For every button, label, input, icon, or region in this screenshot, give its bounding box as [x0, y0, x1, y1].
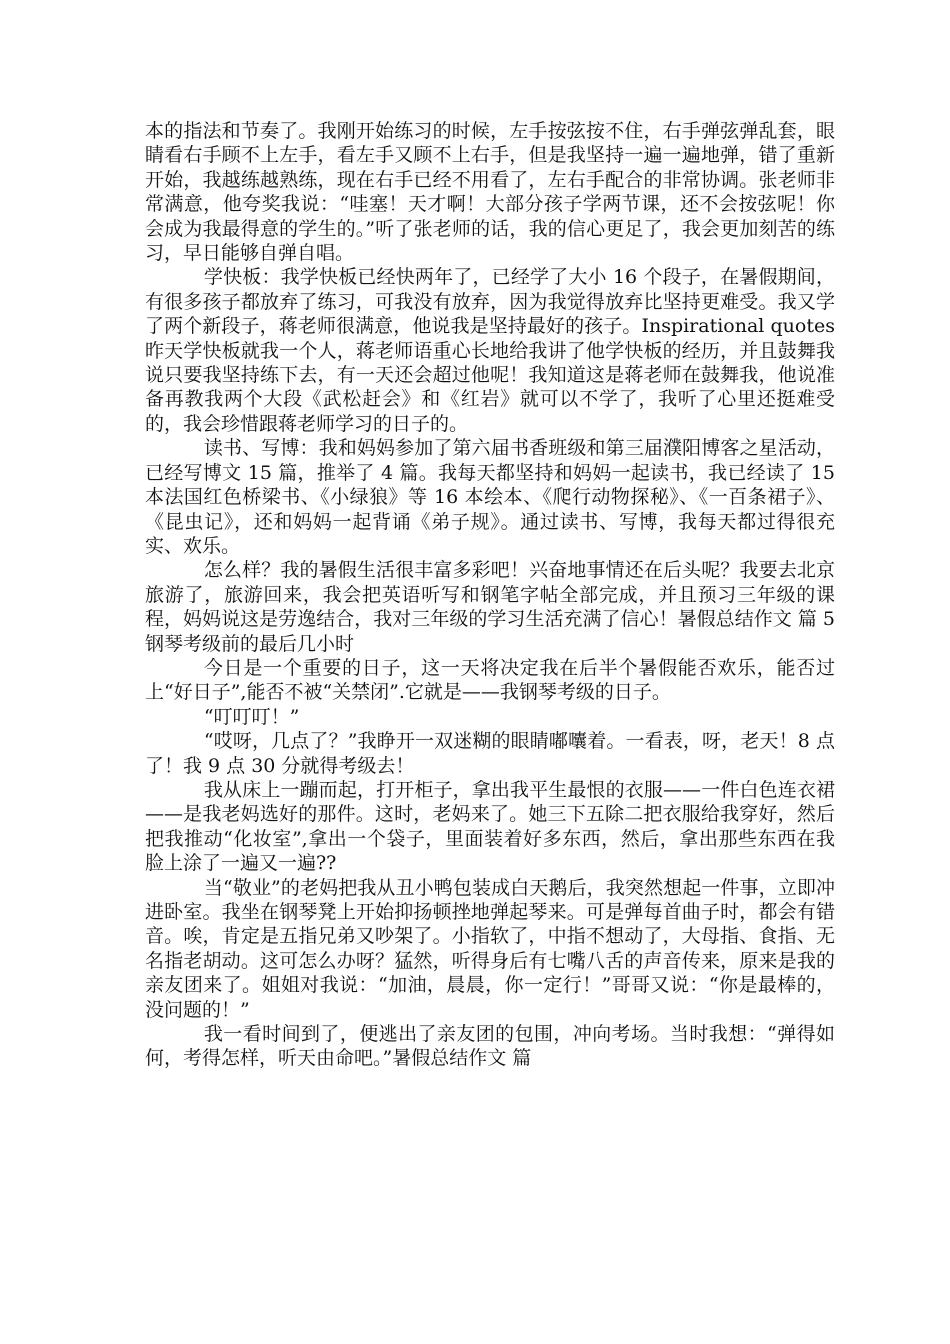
document-body	[145, 119, 835, 1071]
paragraph-reading-blogging: 读书、写博：我和妈妈参加了第六届书香班级和第三届濮阳博客之星活动，已经写博文 15 篇，推举了 4 篇。我每天都坚持和妈妈一起读书，我已经读了 15 本法国红色桥梁书、《小绿狼》等 16 本绘本、《爬行动物探秘》、《一百条裙子》、《昆虫记》，还和妈妈一起背诵《弟子规》。通过读书、写博，我每天都过得很充实、欢乐。	[145, 437, 835, 557]
paragraph-kuaiban: 学快板：我学快板已经快两年了，已经学了大小 16 个段子，在暑假期间，有很多孩子都放弃了练习，可我没有放弃，因为我觉得放弃比坚持更难受。我又学了两个新段子，蒋老师很满意，他说我是坚持最好的孩子。Inspirational quotes 昨天学快板就我一个人，蒋老师语重心长地给我讲了他学快板的经历，并且鼓舞我说只要我坚持练下去，有一天还会超过他呢！我知道这是蒋老师在鼓舞我，他说准备再教我两个大段《武松赶会》和《红岩》就可以不学了，我听了心里还挺难受的，我会珍惜跟蒋老师学习的日子的。	[145, 266, 835, 435]
paragraph-exam-day: 今日是一个重要的日子，这一天将决定我在后半个暑假能否欢乐，能否过上“好日子”,能否不被“关禁闭”.它就是——我钢琴考级的日子。	[145, 656, 835, 704]
paragraph-summer-summary: 怎么样？我的暑假生活很丰富多彩吧！兴奋地事情还在后头呢？我要去北京旅游了，旅游回来，我会把英语听写和钢笔字帖全部完成，并且预习三年级的课程，妈妈说这是劳逸结合，我对三年级的学习生活充满了信心！暑假总结作文 篇 5 钢琴考级前的最后几小时	[145, 559, 835, 655]
paragraph-guitar: 本的指法和节奏了。我刚开始练习的时候，左手按弦按不住，右手弹弦弹乱套，眼睛看右手顾不上左手，看左手又顾不上右手，但是我坚持一遍一遍地弹，错了重新开始，我越练越熟练，现在右手已经不用看了，左右手配合的非常协调。张老师非常满意，他夸奖我说：“哇塞！天才啊！大部分孩子学两节课，还不会按弦呢！你会成为我最得意的学生的。”听了张老师的话，我的信心更足了，我会更加刻苦的练习，早日能够自弹自唱。	[145, 120, 835, 265]
paragraph-wake-up: “哎呀，几点了？”我睁开一双迷糊的眼睛嘟囔着。一看表，呀，老天！8 点了！我 9 点 30 分就得考级去！	[145, 730, 835, 777]
paragraph-dress: 我从床上一蹦而起，打开柜子，拿出我平生最恨的衣服——一件白色连衣裙——是我老妈选好的那件。这时，老妈来了。她三下五除二把衣服给我穿好，然后把我推动“化妆室”,拿出一个袋子，里面装着好多东西，然后，拿出那些东西在我脸上涂了一遍又一遍??	[145, 778, 835, 875]
paragraph-alarm: “叮叮叮！”	[203, 705, 300, 728]
paragraph-exam-room: 我一看时间到了，便逃出了亲友团的包围，冲向考场。当时我想：“弹得如何，考得怎样，听天由命吧。”暑假总结作文 篇	[145, 1023, 835, 1070]
paragraph-practice: 当“敬业”的老妈把我从丑小鸭包装成白天鹅后，我突然想起一件事，立即冲进卧室。我坐在钢琴凳上开始抑扬顿挫地弹起琴来。可是弹每首曲子时，都会有错音。唉，肯定是五指兄弟又吵架了。小指软了，中指不想动了，大母指、食指、无名指老胡动。这可怎么办呀？猛然，听得身后有七嘴八舌的声音传来，原来是我的亲友团来了。姐姐对我说：“加油，晨晨，你一定行！”哥哥又说：“你是最棒的，没问题的！”	[145, 876, 835, 1021]
